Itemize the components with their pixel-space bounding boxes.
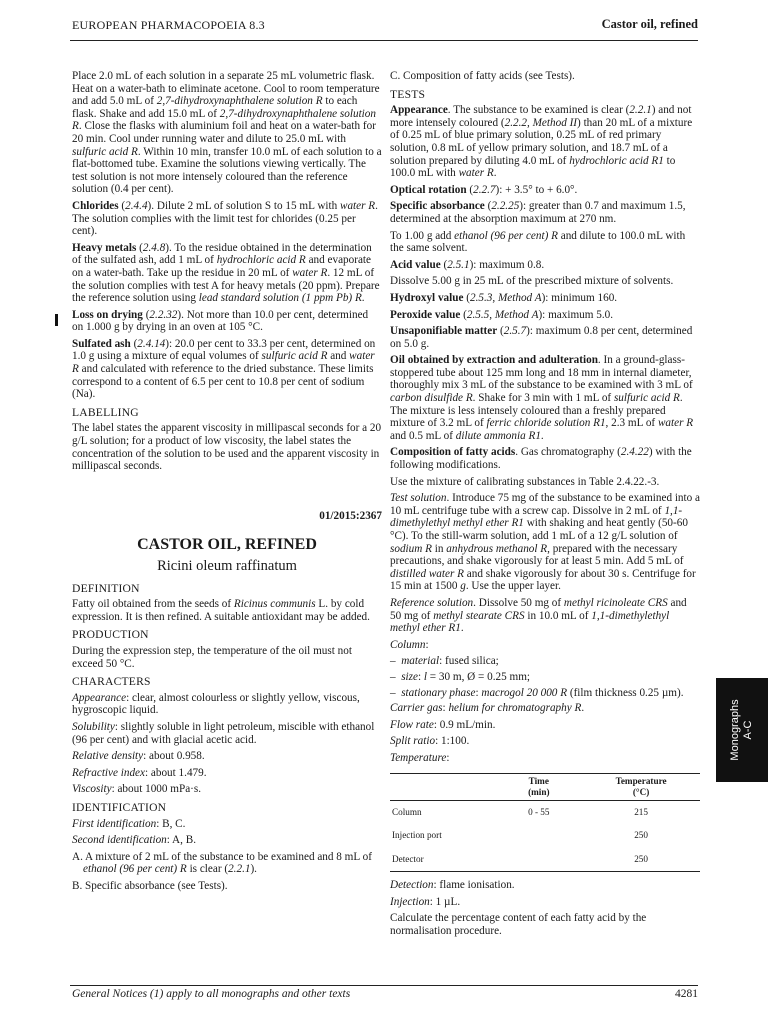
table-row <box>390 800 700 824</box>
test-solution: Test solution. Introduce 75 mg of the substance to be examined into a 10 mL centrifuge tube with a screw cap. Dissolve in 2 mL of 1,1-dimethylethyl methyl ether R1 with shaking and heat gently (50-60 °C). To the still-warm solution, add 1 mL of a 12 g/L solution of sodium R in anhydrous methanol R, prepared with the necessary precautions, and shake vigorously for at least 5 min. Add 5 mL of distilled water R and shake vigorously for about 30 s. Centrifuge for 15 min at 1500 g. Use the upper layer. <box>390 492 700 593</box>
char-solubility: Solubility: slightly soluble in light petroleum, miscible with ethanol (96 per cent) and with glacial acetic acid. <box>72 720 375 746</box>
header-blank <box>390 773 495 800</box>
split-ratio: Split ratio: 1:100. <box>390 735 470 748</box>
row-time <box>495 848 582 872</box>
monograph-title: CASTOR OIL, REFINED <box>137 536 317 554</box>
test-specific-absorbance: Specific absorbance (2.2.25): greater than 0.7 and maximum 1.5, determined at the absorption maximum at 270 nm. <box>390 200 686 225</box>
paragraph-procedure: Place 2.0 mL of each solution in a separate 25 mL volumetric flask. Heat on a water-bath to eliminate acetone. Cool to room temperature and add 5.0 mL of 2,7-dihydroxynaphthalene solution R to each flask. Shake and add 15.0 mL of 2,7-dihydroxynaphthalene solution R. Close the flasks with aluminium foil and heat on a water-bath for 20 min. Cool under running water and dilute to 25.0 mL with sulfuric acid R. Within 10 min, transfer 10.0 mL of each solution to a flat-bottomed tube. Examine the solutions viewing vertically. The test solution is not more intensely coloured than the reference solution (0.4 per cent). <box>72 70 382 196</box>
specific-absorbance-prep: To 1.00 g add ethanol (96 per cent) R and dilute to 100.0 mL with the same solvent. <box>390 229 686 255</box>
carrier-gas: Carrier gas: helium for chromatography R. <box>390 702 585 715</box>
row-label: Injection port <box>392 830 442 841</box>
injection: Injection: 1 µL. <box>390 895 461 908</box>
heading-definition: DEFINITION <box>72 581 140 595</box>
production-text: During the expression step, the temperature of the oil must not exceed 50 °C. <box>72 644 352 670</box>
test-optical-rotation: Optical rotation (2.2.7): + 3.5° to + 6.0°. <box>390 183 578 196</box>
test-oil-extraction-adulteration: Oil obtained by extraction and adulteration. In a ground-glass-stoppered tube about 125 mm long and 18 mm in internal diameter, thoroughly mix 3 mL of the substance to be examined with 3 mL of carbon disulfide R. Shake for 3 min with 1 mL of sulfuric acid R. The mixture is less intensely coloured than a freshly prepared mixture of 3.2 mL of ferric chloride solution R1, 2.3 mL of water R and 0.5 mL of dilute ammonia R1. <box>390 354 694 442</box>
monograph-latin-name: Ricini oleum raffinatum <box>157 558 297 574</box>
row-label: Detector <box>390 848 495 872</box>
column-size: – size: l = 30 m, Ø = 0.25 mm; <box>390 670 531 683</box>
running-header-left: EUROPEAN PHARMACOPOEIA 8.3 <box>72 18 265 32</box>
table-row <box>390 848 700 872</box>
labelling-text: The label states the apparent viscosity in millipascal seconds for a 20 g/L solution; for a product of low viscosity, the label states the concentration of the solution to be used and the apparent viscosity in millipascal seconds. <box>72 422 382 473</box>
header-rule <box>70 40 698 41</box>
row-temp: 250 <box>582 848 700 872</box>
footer-rule <box>70 985 698 986</box>
row-temp: 215 <box>634 806 648 817</box>
identification-c: C. Composition of fatty acids (see Tests). <box>390 70 575 82</box>
test-acid-value: Acid value (2.5.1): maximum 0.8. <box>390 258 545 271</box>
temperature-label: Temperature: <box>390 751 450 764</box>
identification-a: A. A mixture of 2 mL of the substance to be examined and 8 mL of ethanol (96 per cent) R is clear (2.2.1). <box>72 850 372 876</box>
reference-solution: Reference solution. Dissolve 50 mg of methyl ricinoleate CRS and 50 mg of methyl stearate CRS in 10.0 mL of 1,1-dimethylethyl methyl ether R1. <box>390 596 687 635</box>
flow-rate: Flow rate: 0.9 mL/min. <box>390 718 496 731</box>
test-appearance: Appearance. The substance to be examined is clear (2.2.1) and not more intensely coloured (2.2.2, Method II) than 20 mL of a mixture of 0.25 mL of blue primary solution, 0.25 mL of red primary solution, 0.8 mL of yellow primary solution, and 18.7 mL of a solution prepared by diluting 4.0 mL of hydrochloric acid R1 to 100.0 mL with water R. <box>390 104 693 180</box>
char-relative-density: Relative density: about 0.958. <box>72 750 205 763</box>
heading-production: PRODUCTION <box>72 628 149 642</box>
column-stationary-phase: – stationary phase: macrogol 20 000 R (film thickness 0.25 µm). <box>390 686 684 699</box>
detection: Detection: flame ionisation. <box>390 879 515 892</box>
header-temperature: Temperature (°C) <box>582 773 700 800</box>
section-tab-line2: A-C <box>742 720 754 740</box>
left-column <box>72 70 382 896</box>
char-viscosity: Viscosity: about 1000 mPa·s. <box>72 783 202 796</box>
test-hydroxyl-value: Hydroxyl value (2.5.3, Method A): minimum 160. <box>390 291 618 304</box>
identification-b: B. Specific absorbance (see Tests). <box>72 879 228 892</box>
char-refractive-index: Refractive index: about 1.479. <box>72 766 207 779</box>
column-material: – material: fused silica; <box>390 655 499 668</box>
second-identification: Second identification: A, B. <box>72 834 196 847</box>
char-appearance: Appearance: clear, almost colourless or slightly yellow, viscous, hygroscopic liquid. <box>72 691 360 717</box>
change-bar <box>55 314 58 326</box>
right-column <box>390 70 700 942</box>
test-unsaponifiable-matter: Unsaponifiable matter (2.5.7): maximum 0.8 per cent, determined on 5.0 g. <box>390 325 693 350</box>
test-chlorides: Chlorides (2.4.4). Dilute 2 mL of solution S to 15 mL with water R. The solution complies with the limit test for chlorides (0.25 per cent). <box>72 199 378 238</box>
temperature-table <box>390 773 700 873</box>
test-loss-on-drying: Loss on drying (2.2.32). Not more than 10.0 per cent, determined on 1.000 g by drying in an oven at 105 °C. <box>72 308 369 334</box>
acid-value-prep: Dissolve 5.00 g in 25 mL of the prescribed mixture of solvents. <box>390 275 674 288</box>
row-label: Column <box>392 806 422 817</box>
test-heavy-metals: Heavy metals (2.4.8). To the residue obtained in the determination of the sulfated ash, add 1 mL of hydrochloric acid R and evaporate on a water-bath. Take up the residue in 20 mL of water R. 12 mL of the solution complies with test A for heavy metals (20 ppm). Prepare the reference solution using lead standard solution (1 ppm Pb) R. <box>72 241 380 305</box>
row-time <box>495 824 582 848</box>
row-temp: 250 <box>634 830 648 841</box>
page-number: 4281 <box>675 988 698 1000</box>
test-sulfated-ash: Sulfated ash (2.4.14): 20.0 per cent to 33.3 per cent, determined on 1.0 g using a mixture of equal volumes of sulfuric acid R and water R and calculated with reference to the dried substance. These limits correspond to a content of 6.5 per cent to 10.8 per cent of sodium (Na). <box>72 337 376 401</box>
heading-labelling: LABELLING <box>72 405 139 419</box>
row-time: 0 - 55 <box>528 806 550 817</box>
section-tab-line1: Monographs <box>729 699 741 761</box>
table-row <box>390 824 700 848</box>
heading-tests: TESTS <box>390 87 426 101</box>
table-header-row <box>390 773 700 800</box>
calculation: Calculate the percentage content of each fatty acid by the normalisation procedure. <box>390 912 647 938</box>
heading-characters: CHARACTERS <box>72 675 151 689</box>
fatty-acids-calibration: Use the mixture of calibrating substances in Table 2.4.22.-3. <box>390 475 660 488</box>
section-tab <box>716 678 768 782</box>
header-time: Time (min) <box>495 773 582 800</box>
monograph-code: 01/2015:2367 <box>319 509 382 522</box>
test-fatty-acids: Composition of fatty acids. Gas chromatography (2.4.22) with the following modifications. <box>390 446 692 472</box>
first-identification: First identification: B, C. <box>72 817 186 830</box>
heading-identification: IDENTIFICATION <box>72 800 167 814</box>
footer-note: General Notices (1) apply to all monographs and other texts <box>72 988 351 1000</box>
column-label: Column: <box>390 638 429 651</box>
running-header-right: Castor oil, refined <box>601 17 698 31</box>
definition-text: Fatty oil obtained from the seeds of Ricinus communis L. by cold expression. It is then refined. A suitable antioxidant may be added. <box>72 598 370 623</box>
test-peroxide-value: Peroxide value (2.5.5, Method A): maximum 5.0. <box>390 308 614 321</box>
